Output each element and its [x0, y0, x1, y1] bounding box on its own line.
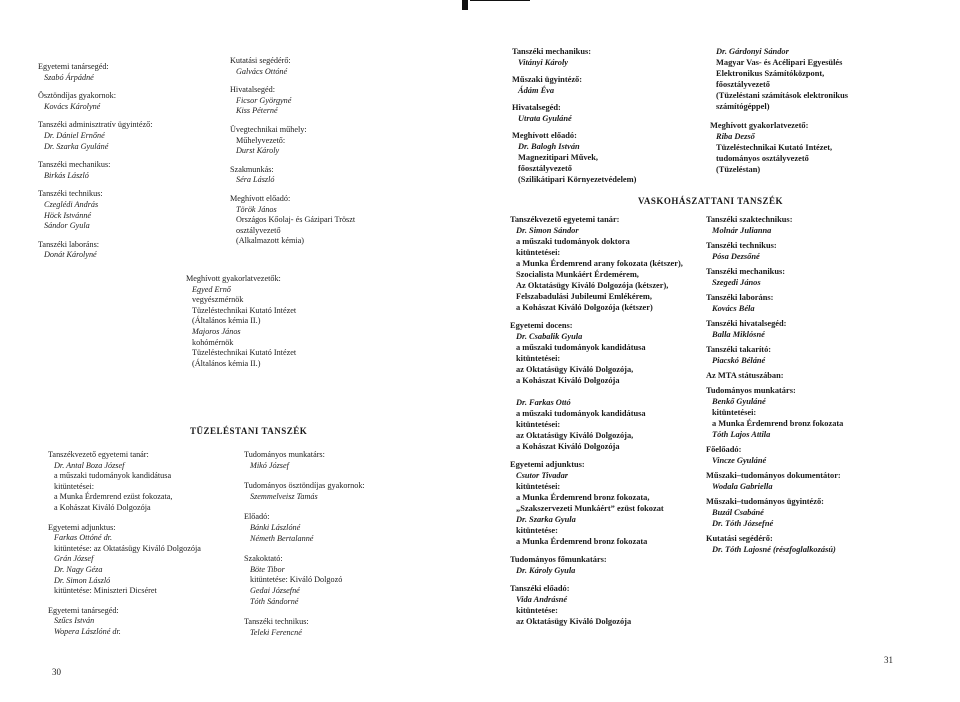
person-name: Donát Károlyné: [44, 250, 97, 260]
affiliation-text: Országos Kőolaj- és Gázipari Tröszt: [236, 215, 356, 225]
detail-text: kitüntetése: Kiváló Dolgozó: [250, 575, 343, 585]
role-label: Tanszéki technikus:: [38, 189, 103, 199]
detail-text: kitüntetése: az Oktatásügy Kiváló Dolgozója: [54, 543, 201, 553]
left-staff-column-1: [38, 62, 152, 261]
right-top-column-a: [512, 46, 636, 185]
role-label: Tanszéki laboráns:: [706, 293, 774, 302]
page-number-right: 31: [884, 655, 893, 665]
affiliation-text: (Alkalmazott kémia): [236, 236, 304, 246]
detail-text: a Munka Érdemrend bronz fokozata: [712, 419, 844, 428]
person-name: Wopera Lászlóné dr.: [54, 626, 121, 636]
role-label: Főelőadó:: [706, 445, 742, 454]
role-label: Műszaki–tudományos dokumentátor:: [706, 471, 841, 480]
detail-text: Felszabadulási Jubileumi Emlékérem,: [516, 292, 652, 301]
person-name: Szegedi János: [712, 278, 761, 287]
detail-text: a műszaki tudományok kandidátusa: [516, 409, 646, 418]
person-name: Vida Andrásné: [516, 595, 568, 604]
role-label: Tanszéki mechanikus:: [512, 47, 592, 56]
role-label: Tudományos ösztöndíjas gyakornok:: [244, 481, 365, 491]
person-name: Dr. Simon Sándor: [516, 226, 579, 235]
detail-text: a Munka Érdemrend ezüst fokozata,: [54, 492, 173, 502]
role-label: Tanszéki mechanikus:: [706, 267, 786, 276]
role-label: Meghívott előadó:: [230, 193, 291, 203]
person-name: Riba Dezső: [716, 132, 755, 141]
person-name: Molnár Julianna: [712, 226, 772, 235]
detail-text: kitüntetései:: [516, 354, 561, 363]
person-name: Tóth Lajos Attila: [712, 430, 771, 439]
person-name: Dr. Dániel Ernőné: [44, 130, 105, 140]
role-label: Tanszéki mechanikus:: [38, 160, 111, 170]
detail-text: a Munka Érdemrend bronz fokozata,: [516, 493, 650, 502]
role-label: Tanszéki előadó:: [510, 584, 570, 593]
detail-text: a Munka Érdemrend arany fokozata (kétszer),: [516, 259, 683, 268]
person-name: Dr. Tóth Lajosné (részfoglalkozású): [712, 545, 836, 554]
detail-text: kitüntetése:: [516, 526, 558, 535]
detail-text: Tüzeléstechnikai Kutató Intézet,: [716, 143, 833, 152]
role-label: Tudományos főmunkatárs:: [510, 555, 607, 564]
detail-text: (Szilikátipari Környezetvédelem): [518, 175, 637, 184]
person-name: Kovács Károlyné: [44, 101, 101, 111]
role-label: Hivatalsegéd:: [512, 103, 561, 112]
person-name: Dr. Antal Boza József: [54, 460, 125, 470]
role-label: Egyetemi adjunktus:: [510, 460, 585, 469]
detail-text: (Általános kémia II.): [192, 358, 261, 368]
person-name: Piacskó Béláné: [712, 356, 766, 365]
vaskohaszattani-column-a: [510, 214, 683, 627]
detail-text: az Oktatásügy Kiváló Dolgozója,: [516, 431, 634, 440]
person-name: Szemmelveisz Tamás: [250, 491, 318, 501]
person-name: Kovács Béla: [712, 304, 755, 313]
role-label: Tanszéki technikus:: [706, 241, 777, 250]
role-label: Szakmunkás:: [230, 164, 274, 174]
detail-text: kitüntetései:: [712, 408, 757, 417]
detail-text: kohómérnök: [192, 337, 234, 347]
person-name: Kiss Péterné: [236, 106, 278, 116]
person-name: Utrata Gyuláné: [518, 114, 572, 123]
person-name: Dr. Tóth Józsefné: [712, 519, 774, 528]
detail-text: kitüntetései:: [516, 420, 561, 429]
role-label: Meghívott gyakorlatvezetők:: [186, 274, 281, 283]
person-name: Höck Istvánné: [44, 210, 92, 220]
detail-text: „Szakszervezeti Munkáért” ezüst fokozat: [516, 504, 664, 513]
section-title-tuzelestani: TÜZELÉSTANI TANSZÉK: [190, 426, 308, 436]
left-staff-column-2: [230, 56, 355, 247]
tuzelestani-column-b: [244, 450, 365, 638]
person-name: Dr. Balogh István: [518, 142, 580, 151]
detail-text: kitüntetése:: [516, 606, 558, 615]
detail-text: a Kohászat Kiváló Dolgozója: [54, 502, 151, 512]
person-name: Gedai Józsefné: [250, 585, 300, 595]
person-name: Dr. Gárdonyi Sándor: [716, 47, 789, 56]
page-number-left: 30: [52, 667, 61, 677]
role-label: Egyetemi docens:: [510, 321, 573, 330]
detail-text: kitüntetése: Miniszteri Dicséret: [54, 586, 157, 596]
person-name: Grán József: [54, 554, 94, 564]
detail-text: tudományos osztályvezető: [716, 154, 809, 163]
person-name: Dr. Károly Gyula: [516, 566, 576, 575]
role-label: Egyetemi tanársegéd:: [38, 62, 109, 71]
role-label: Tanszékvezető egyetemi tanár:: [510, 215, 620, 224]
detail-text: Tüzeléstechnikai Kutató Intézet: [192, 348, 297, 358]
tuzelestani-column-a: [48, 450, 201, 638]
role-label: Tanszéki takarító:: [706, 345, 772, 354]
person-name: Vitányi Károly: [518, 58, 569, 67]
role-label: Tanszéki szaktechnikus:: [706, 215, 793, 224]
role-label: Tudományos munkatárs:: [244, 450, 325, 459]
detail-text: kitüntetései:: [516, 248, 561, 257]
detail-text: az Oktatásügy Kiváló Dolgozója,: [516, 365, 634, 374]
detail-text: kitüntetései:: [516, 482, 561, 491]
role-label: Tanszéki laboráns:: [38, 239, 100, 249]
detail-text: Magnezitipari Művek,: [518, 153, 599, 162]
detail-text: [510, 386, 683, 397]
person-name: Wodala Gabriella: [712, 482, 773, 491]
person-name: Tóth Sándorné: [250, 596, 299, 606]
detail-text: (Tüzeléstani számítások elektronikus: [716, 91, 848, 100]
person-name: Sándor Gyula: [44, 221, 90, 231]
role-label: Meghívott előadó:: [512, 131, 577, 140]
person-name: Dr. Farkas Ottó: [516, 398, 571, 407]
person-name: Egyed Ernő: [192, 284, 231, 294]
detail-text: számítógéppel): [716, 102, 770, 111]
person-name: Balla Miklósné: [712, 330, 765, 339]
guest-instructors-block: [186, 274, 296, 369]
detail-text: főosztályvezető: [716, 80, 770, 89]
detail-text: a Munka Érdemrend bronz fokozata: [516, 537, 648, 546]
role-label: Kutatási segédérő:: [706, 534, 773, 543]
role-label: Kutatási segédérő:: [230, 56, 291, 65]
role-label: Tanszéki technikus:: [244, 617, 309, 627]
role-label: Ösztöndíjas gyakornok:: [38, 91, 116, 101]
role-label: Tanszékvezető egyetemi tanár:: [48, 450, 149, 459]
role-label: Üvegtechnikai műhely:: [230, 124, 307, 134]
person-name: Ádám Éva: [518, 86, 555, 95]
person-name: Majoros János: [192, 326, 241, 336]
detail-text: a műszaki tudományok kandidátusa: [54, 471, 172, 481]
person-name: Böte Tibor: [250, 564, 285, 574]
detail-text: Magyar Vas- és Acélipari Egyesülés: [716, 58, 843, 67]
right-top-column-b: [710, 46, 848, 175]
section-title-vaskohaszattani: VASKOHÁSZATTANI TANSZÉK: [638, 196, 783, 206]
role-label: Egyetemi adjunktus:: [48, 522, 116, 532]
person-name: Séra László: [236, 175, 275, 185]
position-label: Műhelyvezető:: [236, 135, 286, 145]
role-label: Tanszéki adminisztratív ügyintéző:: [38, 120, 153, 130]
person-name: Galvács Ottóné: [236, 66, 288, 76]
affiliation-text: osztályvezető: [236, 225, 281, 235]
role-label: Szakoktató:: [244, 554, 283, 564]
role-label: Tudományos munkatárs:: [706, 386, 796, 395]
detail-text: Az Oktatásügy Kiváló Dolgozója (kétszer),: [516, 281, 669, 290]
role-label: Tanszéki hivatalsegéd:: [706, 319, 787, 328]
person-name: Dr. Szarka Gyula: [516, 515, 576, 524]
person-name: Pósa Dezsőné: [712, 252, 760, 261]
role-label: Az MTA státuszában:: [706, 371, 784, 380]
detail-text: a műszaki tudományok doktora: [516, 237, 630, 246]
person-name: Teleki Ferencné: [250, 627, 302, 637]
detail-text: Elektronikus Számítóközpont,: [716, 69, 825, 78]
person-name: Czeglédi András: [44, 199, 99, 209]
person-name: Szabó Árpádné: [44, 72, 94, 82]
person-name: Ficsor Györgyné: [236, 95, 292, 105]
person-name: Birkás László: [44, 170, 89, 180]
person-name: Mikó József: [250, 460, 289, 470]
role-label: Meghívott gyakorlatvezető:: [710, 121, 809, 130]
person-name: Dr. Szarka Gyuláné: [44, 141, 109, 151]
role-label: Műszaki–tudományos ügyintéző:: [706, 497, 824, 506]
detail-text: vegyészmérnök: [192, 295, 244, 305]
detail-text: az Oktatásügy Kiváló Dolgozója: [516, 617, 632, 626]
person-name: Török János: [236, 204, 277, 214]
detail-text: Tüzeléstechnikai Kutató Intézet: [192, 305, 297, 315]
detail-text: a Kohászat Kiváló Dolgozója (kétszer): [516, 303, 653, 312]
person-name: Németh Bertalanné: [250, 533, 314, 543]
role-label: Előadó:: [244, 512, 270, 522]
detail-text: főosztályvezető: [518, 164, 572, 173]
person-name: Dr. Simon László: [54, 575, 111, 585]
right-page: [480, 0, 960, 702]
person-name: Dr. Csabalik Gyula: [516, 332, 583, 341]
role-label: Egyetemi tanársegéd:: [48, 605, 119, 615]
detail-text: kitüntetései:: [54, 481, 95, 491]
detail-text: Szocialista Munkáért Érdemérem,: [516, 270, 639, 279]
person-name: Bánki Lászlóné: [250, 522, 301, 532]
detail-text: a Kohászat Kiváló Dolgozója: [516, 376, 620, 385]
person-name: Benkő Gyuláné: [712, 397, 766, 406]
detail-text: a Kohászat Kiváló Dolgozója: [516, 442, 620, 451]
role-label: Hivatalsegéd:: [230, 85, 276, 95]
vaskohaszattani-column-b: [706, 214, 843, 555]
person-name: Szűcs István: [54, 616, 95, 626]
detail-text: a műszaki tudományok kandidátusa: [516, 343, 646, 352]
detail-text: (Általános kémia II.): [192, 316, 261, 326]
person-name: Dr. Nagy Géza: [54, 564, 103, 574]
person-name: Csutor Tivadar: [516, 471, 569, 480]
person-name: Durst Károly: [236, 146, 280, 156]
detail-text: (Tüzeléstan): [716, 165, 761, 174]
person-name: Buzál Csabáné: [712, 508, 764, 517]
person-name: Farkas Ottóné dr.: [54, 533, 112, 543]
person-name: Vincze Gyuláné: [712, 456, 767, 465]
role-label: Műszaki ügyintéző:: [512, 75, 583, 84]
